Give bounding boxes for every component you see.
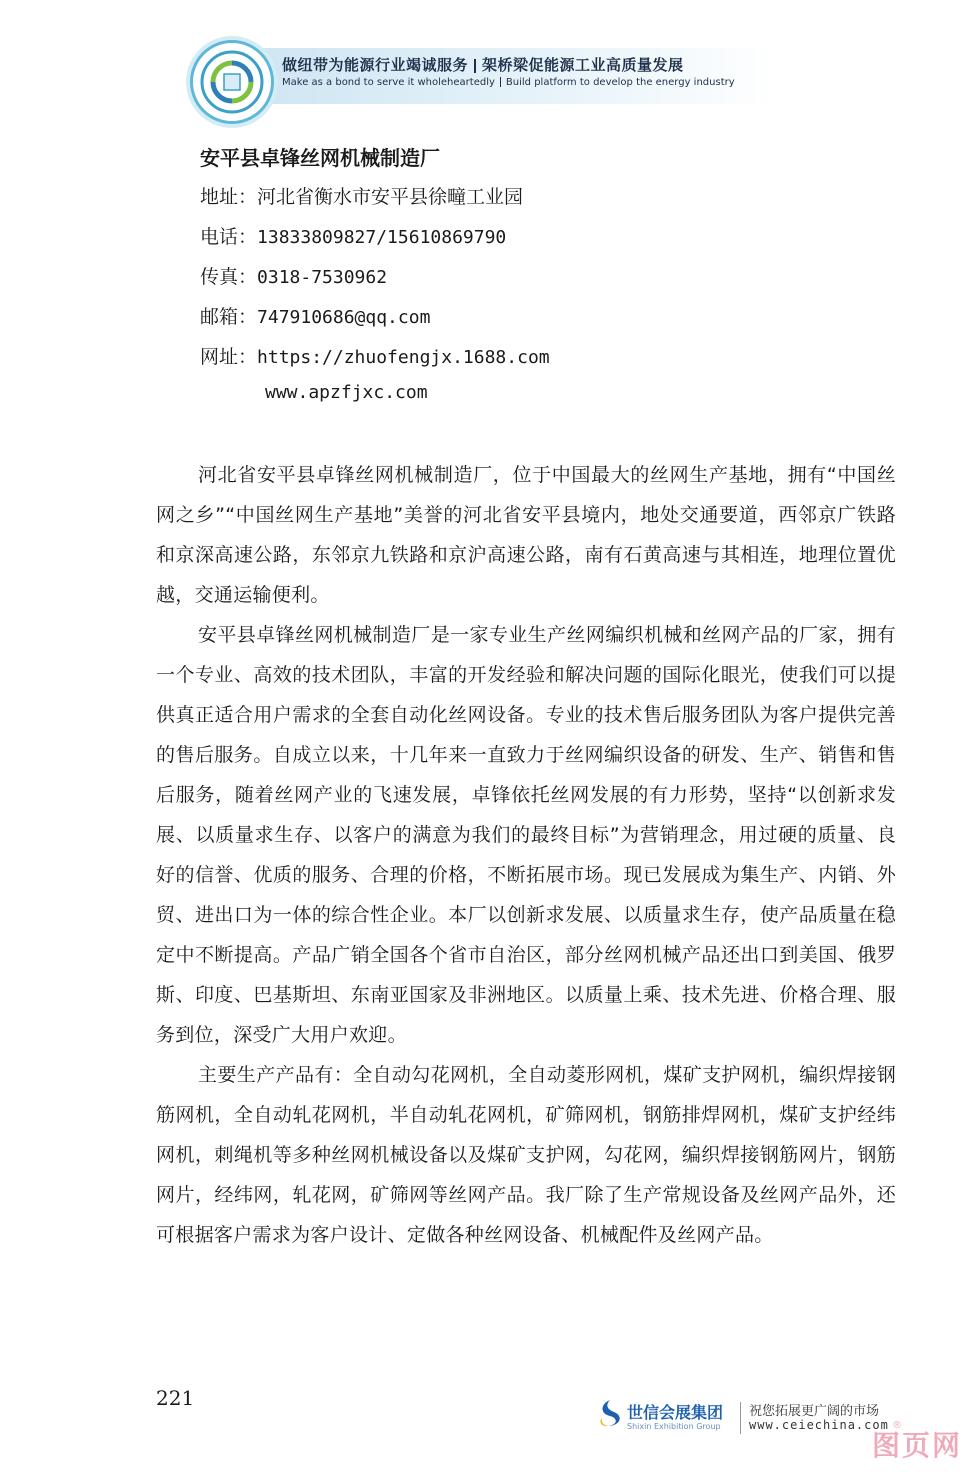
body-text xyxy=(156,455,896,1255)
banner-slogan-en xyxy=(282,77,735,88)
footer-brand-en: Shixin Exhibition Group xyxy=(627,1422,721,1431)
footer-slogan: 祝您拓展更广阔的市场 xyxy=(749,1404,880,1419)
website-row xyxy=(200,342,550,369)
email-label: 邮箱： xyxy=(200,306,258,328)
banner-slogan-en-1: Make as a bond to serve it wholeheartedly xyxy=(282,77,495,88)
footer-brand-cn: 世信会展集团 xyxy=(627,1403,724,1422)
header-banner xyxy=(190,40,790,120)
address-value: 河北省衡水市安平县徐疃工业园 xyxy=(257,186,524,208)
fax-label: 传真： xyxy=(200,266,258,288)
phone-value: 13833809827/15610869790 xyxy=(257,227,507,248)
email-value[interactable]: 747910686@qq.com xyxy=(257,307,431,328)
page-number: 221 xyxy=(156,1386,195,1410)
email-row xyxy=(200,302,430,329)
banner-emblem-icon xyxy=(190,40,274,124)
website-label: 网址： xyxy=(200,346,258,368)
shixin-logo-icon xyxy=(596,1398,624,1432)
website-link-2[interactable]: www.apzfjxc.com xyxy=(265,382,428,403)
fax-value: 0318-7530962 xyxy=(257,267,388,288)
phone-label: 电话： xyxy=(200,226,258,248)
website-link-1[interactable]: https://zhuofengjx.1688.com xyxy=(257,347,550,368)
footer-site-link[interactable]: www.ceiechina.com xyxy=(749,1418,889,1432)
banner-slogan-en-2: Build platform to develop the energy industry xyxy=(505,77,735,88)
address-row xyxy=(200,182,523,209)
watermark-registered-icon: ® xyxy=(892,1420,902,1431)
banner-slogan-cn xyxy=(282,54,684,75)
company-name: 安平县卓锋丝网机械制造厂 xyxy=(200,146,440,170)
paragraph-company-profile: 安平县卓锋丝网机械制造厂是一家专业生产丝网编织机械和丝网产品的厂家，拥有一个专业、高效的技术团队，丰富的开发经验和解决问题的国际化眼光，使我们可以提供真正适合用户需求的全套自动化丝网设备。专业的技术售后服务团队为客户提供完善的售后服务。自成立以来，十几年来一直致力于丝网编织设备的研发、生产、销售和售后服务，随着丝网产业的飞速发展，卓锋依托丝网发展的有力形势，坚持“以创新求发展、以质量求生存、以客户的满意为我们的最终目标”为营销理念，用过硬的质量、良好的信誉、优质的服务、合理的价格，不断拓展市场。现已发展成为集生产、内销、外贸、进出口为一体的综合性企业。本厂以创新求发展、以质量求生存，使产品质量在稳定中不断提高。产品广销全国各个省市自治区，部分丝网机械产品还出口到美国、俄罗斯、印度、巴基斯坦、东南亚国家及非洲地区。以质量上乘、技术先进、价格合理、服务到位，深受广大用户欢迎。 xyxy=(156,624,896,1046)
banner-slogan-cn-1: 做纽带为能源行业竭诚服务 xyxy=(282,56,469,74)
paragraph-location: 河北省安平县卓锋丝网机械制造厂，位于中国最大的丝网生产基地，拥有“中国丝网之乡”“中国丝网生产基地”美誉的河北省安平县境内，地处交通要道，西邻京广铁路和京深高速公路，东邻京九铁路和京沪高速公路，南有石黄高速与其相连，地理位置优越，交通运输便利。 xyxy=(156,464,896,606)
address-label: 地址： xyxy=(200,186,258,208)
paragraph-products: 主要生产产品有：全自动勾花网机，全自动菱形网机，煤矿支护网机，编织焊接钢筋网机，全自动轧花网机，半自动轧花网机，矿筛网机，钢筋排焊网机，煤矿支护经纬网机，刺绳机等多种丝网机械设备以及煤矿支护网，勾花网，编织焊接钢筋网片，钢筋网片，经纬网，轧花网，矿筛网等丝网产品。我厂除了生产常规设备及丝网产品外，还可根据客户需求为客户设计、定做各种丝网设备、机械配件及丝网产品。 xyxy=(156,1064,896,1246)
fax-row xyxy=(200,262,387,289)
footer-divider xyxy=(740,1402,741,1434)
phone-row xyxy=(200,222,506,249)
watermark-text: 图页网 xyxy=(872,1429,963,1462)
banner-slogan-cn-2: 架桥梁促能源工业高质量发展 xyxy=(482,56,684,74)
